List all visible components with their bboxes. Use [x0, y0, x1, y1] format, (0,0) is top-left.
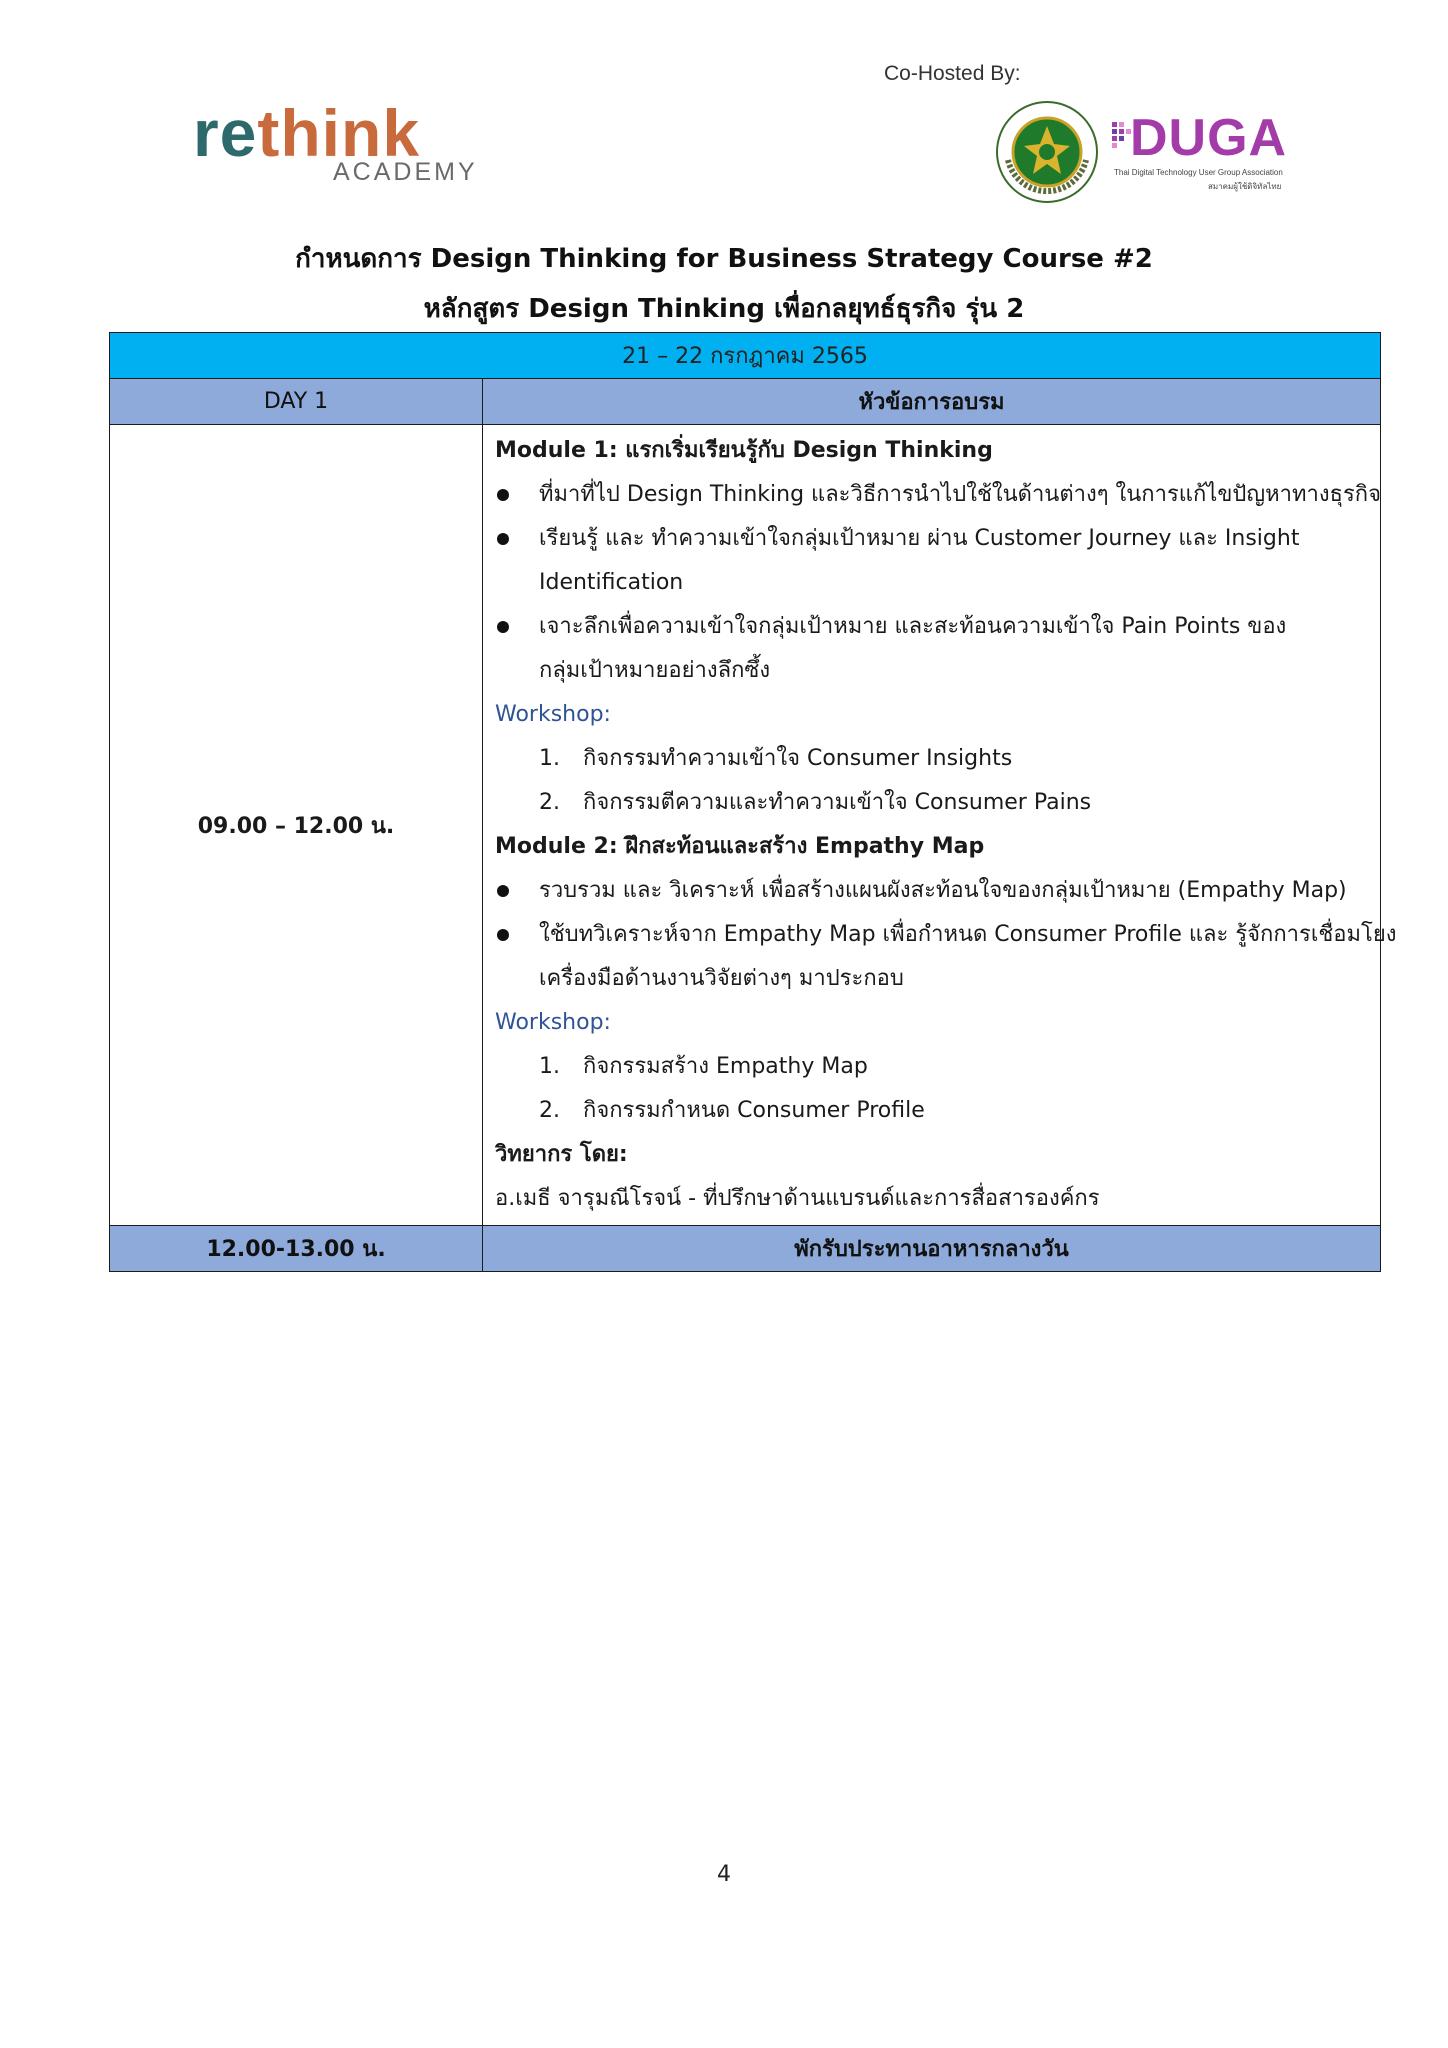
bullet-icon [497, 621, 509, 633]
numbered-item [495, 781, 1368, 825]
list-item [495, 605, 1368, 693]
ministry-seal-logo [994, 100, 1100, 204]
rethink-academy-logo [193, 96, 493, 190]
bullet-icon [497, 489, 509, 501]
item-text: กิจกรรมทำความเข้าใจ Consumer Insights [583, 746, 1013, 771]
workshop-label: Workshop: [495, 1010, 611, 1035]
duga-english-name: Thai Digital Technology User Group Association [1114, 168, 1283, 177]
speaker-label: วิทยากร โดย: [495, 1142, 628, 1167]
module-1-title: Module 1: แรกเริ่มเรียนรู้กับ Design Thinking [495, 438, 993, 463]
numbered-item [495, 737, 1368, 781]
list-item [495, 913, 1397, 1001]
session-row [110, 425, 1381, 1226]
item-text: กิจกรรมกำหนด Consumer Profile [583, 1098, 925, 1123]
item-text: กิจกรรมตีความและทำความเข้าใจ Consumer Pains [583, 790, 1092, 815]
duga-name: DUGA [1130, 109, 1288, 167]
list-item-text: รวบรวม และ วิเคราะห์ เพื่อสร้างแผนผังสะท้อนใจของกลุ่มเป้าหมาย (Empathy Map) [539, 878, 1347, 903]
duga-thai-name: สมาคมผู้ใช้ดิจิทัลไทย [1208, 182, 1282, 191]
list-item-text: ใช้บทวิเคราะห์จาก Empathy Map เพื่อกำหนด Consumer Profile และ รู้จักการเชื่อมโยง [539, 922, 1397, 947]
workshop-label: Workshop: [495, 702, 611, 727]
rethink-word-b: think [257, 96, 421, 170]
list-item-text-cont: กลุ่มเป้าหมายอย่างลึกซึ้ง [539, 658, 771, 683]
list-item [495, 517, 1368, 605]
bullet-icon [497, 929, 509, 941]
bullet-icon [497, 533, 509, 545]
lunch-text-cell: พักรับประทานอาหารกลางวัน [483, 1226, 1381, 1272]
day-header-cell: DAY 1 [110, 379, 483, 425]
page-number: 4 [717, 1862, 731, 1887]
item-number: 2. [539, 1098, 560, 1123]
document-title: กำหนดการ Design Thinking for Business Strategy Course #2 [295, 244, 1153, 274]
list-item [495, 473, 1382, 517]
item-number: 1. [539, 746, 560, 771]
list-item [495, 869, 1368, 913]
module-2-title: Module 2: ฝึกสะท้อนและสร้าง Empathy Map [495, 834, 985, 859]
session-time-cell: 09.00 – 12.00 น. [110, 425, 483, 1226]
date-row [110, 333, 1381, 379]
numbered-item [495, 1089, 1368, 1133]
speaker-name: อ.เมธี จารุมณีโรจน์ - ที่ปรึกษาด้านแบรนด์และการสื่อสารองค์กร [495, 1186, 1100, 1211]
list-item-text-cont: Identification [539, 570, 684, 595]
numbered-item [495, 1045, 1368, 1089]
rethink-wordmark [193, 96, 421, 170]
list-item-text-cont: เครื่องมือด้านงานวิจัยต่างๆ มาประกอบ [539, 966, 904, 991]
item-number: 1. [539, 1054, 560, 1079]
duga-logo [1110, 109, 1300, 192]
item-text: กิจกรรมสร้าง Empathy Map [583, 1054, 868, 1079]
date-cell: 21 – 22 กรกฎาคม 2565 [110, 333, 1381, 379]
document-subtitle: หลักสูตร Design Thinking เพื่อกลยุทธ์ธุรกิจ รุ่น 2 [423, 294, 1025, 324]
header-row [110, 379, 1381, 425]
lunch-row [110, 1226, 1381, 1272]
list-item-text: เรียนรู้ และ ทำความเข้าใจกลุ่มเป้าหมาย ผ่าน Customer Journey และ Insight [539, 526, 1300, 551]
item-number: 2. [539, 790, 560, 815]
list-item-text: ที่มาที่ไป Design Thinking และวิธีการนำไปใช้ในด้านต่างๆ ในการแก้ไขปัญหาทางธุรกิจ [539, 482, 1382, 507]
topic-header-cell: หัวข้อการอบรม [483, 379, 1381, 425]
rethink-word-a: re [193, 96, 258, 170]
session-content-cell [483, 425, 1397, 1226]
schedule-table [109, 332, 1397, 1272]
lunch-time-cell: 12.00-13.00 น. [110, 1226, 483, 1272]
list-item-text: เจาะลึกเพื่อความเข้าใจกลุ่มเป้าหมาย และสะท้อนความเข้าใจ Pain Points ของ [539, 614, 1287, 639]
bullet-icon [497, 885, 509, 897]
duga-wordmark [1130, 109, 1288, 167]
rethink-academy-sub: ACADEMY [333, 158, 478, 186]
cohost-label: Co-Hosted By: [884, 62, 1021, 85]
